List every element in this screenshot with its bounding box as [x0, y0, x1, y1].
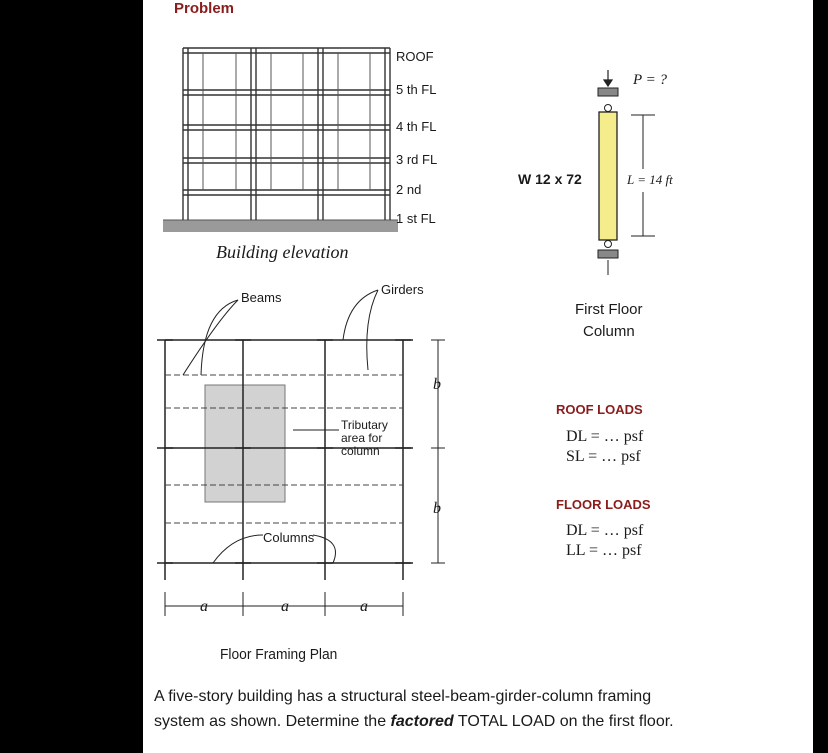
elevation-caption: Building elevation — [216, 242, 349, 262]
tributary-area — [205, 385, 285, 502]
document-page — [143, 0, 813, 753]
column-caption-line1: First Floor — [575, 301, 643, 318]
level-roof: ROOF — [396, 49, 434, 64]
tributary-label-line1: Tributary — [341, 418, 388, 432]
dim-a-2: a — [281, 598, 289, 615]
tributary-label-line2: area for — [341, 431, 383, 445]
level-2nd: 2 nd — [396, 182, 422, 197]
section-label: W 12 x 72 — [518, 171, 582, 187]
top-pin — [605, 105, 612, 112]
statement-part2: TOTAL LOAD on the first floor. — [453, 713, 674, 730]
level-5th: 5 th FL — [396, 82, 437, 97]
dim-b-bottom: b — [433, 500, 441, 517]
column-caption-line2: Column — [583, 323, 635, 340]
floor-ll: LL = … psf — [566, 542, 642, 559]
level-4th: 4 th FL — [396, 119, 437, 134]
load-arrow — [604, 70, 612, 86]
building-elevation-drawing — [163, 30, 423, 270]
elevation-columns — [183, 48, 390, 220]
girders-label: Girders — [381, 282, 424, 297]
floor-framing-plan-drawing — [143, 280, 463, 620]
bottom-pin — [605, 241, 612, 248]
beams-label: Beams — [241, 290, 282, 305]
dimension-b — [431, 340, 445, 563]
tributary-label-line3: column — [341, 444, 380, 458]
dim-a-1: a — [200, 598, 208, 615]
level-1st: 1 st FL — [396, 211, 436, 226]
load-label: P = ? — [633, 72, 668, 88]
floor-dl: DL = … psf — [566, 522, 644, 539]
roof-dl: DL = … psf — [566, 428, 644, 445]
roof-sl: SL = … psf — [566, 448, 641, 465]
bottom-support-plate — [598, 250, 618, 258]
plan-caption: Floor Framing Plan — [220, 646, 338, 663]
dim-a-3: a — [360, 598, 368, 615]
length-label: L = 14 ft — [627, 172, 673, 187]
floor-loads-heading: FLOOR LOADS — [556, 497, 651, 512]
column-member — [599, 112, 617, 240]
statement-part1: system as shown. Determine the — [154, 713, 391, 730]
elevation-floors — [183, 48, 390, 195]
top-support-plate — [598, 88, 618, 96]
problem-statement-line1: A five-story building has a structural steel-beam-girder-column framing — [154, 688, 652, 705]
dim-b-top: b — [433, 376, 441, 393]
level-3rd: 3 rd FL — [396, 152, 438, 167]
problem-heading: Problem — [174, 0, 235, 17]
ground-hatch — [163, 220, 398, 232]
columns-label: Columns — [263, 530, 315, 545]
roof-loads-heading: ROOF LOADS — [556, 402, 643, 417]
problem-statement-line2 — [154, 713, 674, 731]
statement-emphasis: factored — [390, 713, 454, 730]
